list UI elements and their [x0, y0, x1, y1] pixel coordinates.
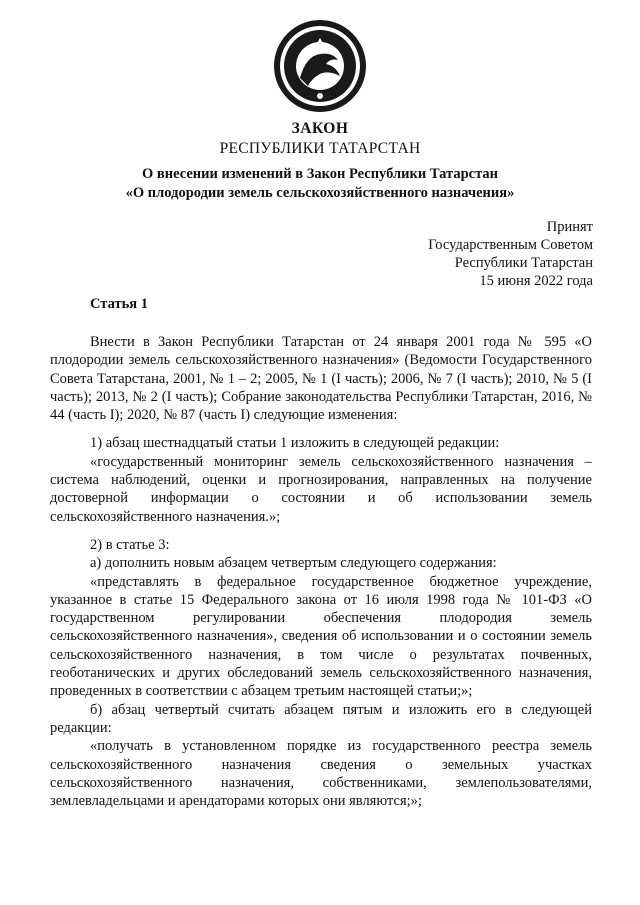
paragraph: 1) абзац шестнадцатый статьи 1 изложить в следующей редакции:: [90, 435, 500, 452]
paragraph: «государственный мониторинг земель сельскохозяйственного назначения – система наблюдений, оценки и прогнозирования, направленных на получение достоверной информации о состоянии и об использовании земель сельскохозяйственного назначения.»;: [50, 453, 592, 525]
document-body: [50, 333, 592, 810]
paragraph: б) абзац четвертый считать абзацем пятым и изложить его в следующей редакции:: [50, 701, 592, 736]
paragraph: «представлять в федеральное государственное бюджетное учреждение, указанное в статье 15 Федерального закона от 16 июля 1998 года № 101-ФЗ «О государственном регулировании обеспечения плодородия земель сельскохозяйственного назначения», сведения об использовании и о состоянии земель сельскохозяйственного назначения, в том числе о результатах почвенных, геоботанических и других обследований земель сельскохозяйственного назначения, проведенных в соответствии с абзацем третьим настоящей статьи;»;: [50, 573, 592, 700]
article-title: Статья 1: [90, 296, 148, 312]
paragraph: а) дополнить новым абзацем четвертым следующего содержания:: [90, 555, 497, 572]
adoption-date: 15 июня 2022 года: [479, 273, 593, 289]
tatarstan-emblem-icon: [270, 16, 370, 116]
paragraph: Внести в Закон Республики Татарстан от 24 января 2001 года № 595 «О плодородии земель сельскохозяйственного назначения» (Ведомости Государственного Совета Татарстана, 2001, № 1 – 2; 2005, № 1 (I часть); 2006, № 7 (I часть); 2010, № 5 (I часть); 2013, № 2 (I часть); Собрание законодательства Республики Татарстан, 2016, № 44 (часть I); 2020, № 87 (часть I) следующие изменения:: [50, 334, 592, 424]
document-subtitle-line1: О внесении изменений в Закон Республики Татарстан: [142, 166, 498, 182]
adoption-line: Принят: [546, 219, 593, 235]
paragraph: «получать в установленном порядке из государственного реестра земель сельскохозяйственного назначения сведения о земельных участках сельскохозяйственного назначения, собственниками, землепользователями, землевладельцами и арендаторами которых они являются;»;: [50, 738, 592, 810]
document-title: ЗАКОН: [291, 120, 349, 137]
document-republic: РЕСПУБЛИКИ ТАТАРСТАН: [219, 140, 421, 157]
adoption-block: [428, 218, 593, 290]
adoption-line: Республики Татарстан: [454, 255, 593, 271]
paragraph: 2) в статье 3:: [90, 536, 170, 553]
document-subtitle-line2: «О плодородии земель сельскохозяйственного назначения»: [125, 185, 515, 201]
adoption-line: Государственным Советом: [428, 237, 593, 253]
